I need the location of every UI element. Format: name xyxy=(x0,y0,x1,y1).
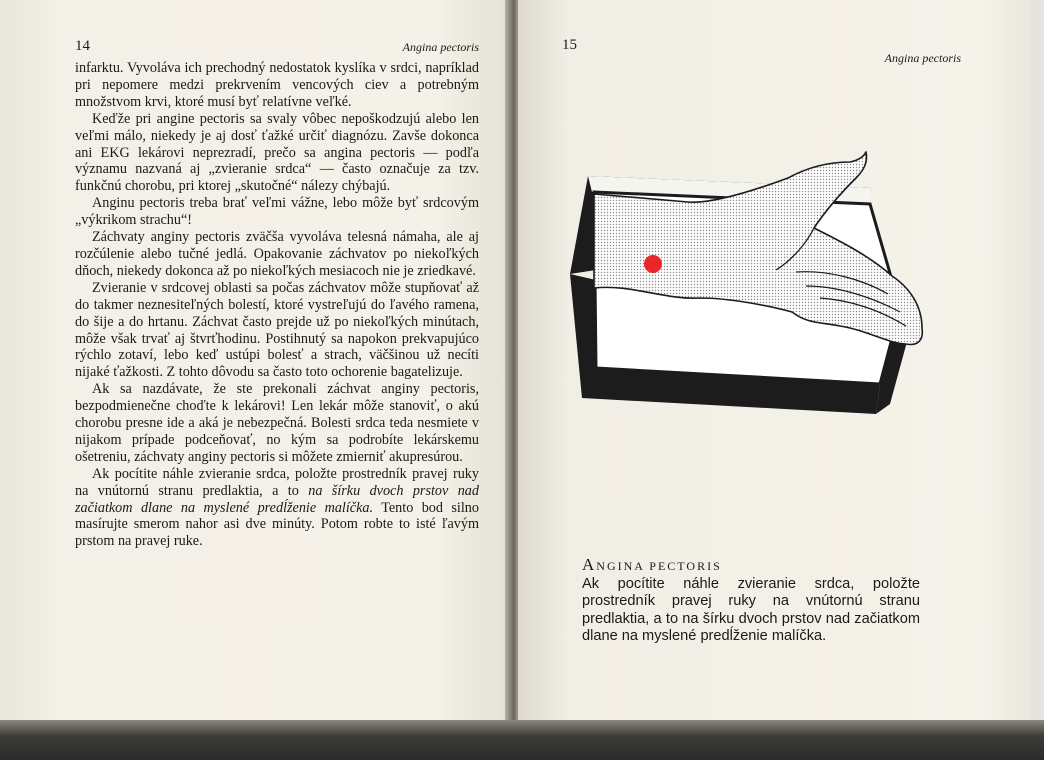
paragraph: Keďže pri angine pectoris sa svaly vôbec nepoškodzujú alebo len veľmi málo, niekedy je aj dosť ťažké určiť diagnózu. Zavše dokonca ani EKG lekárovi neprezradí, prečo sa angina pectoris — podľa významu nazvaná aj „zvieranie srdca“ — často označuje za tzv. funkčnú chorobu, pri ktorej „skutočné“ nálezy chýbajú. xyxy=(75,110,479,195)
illustration-caption xyxy=(582,555,920,645)
paragraph: Anginu pectoris treba brať veľmi vážne, lebo môže byť srdcovým „výkrikom strachu“! xyxy=(75,195,479,229)
page-number: 14 xyxy=(75,38,90,54)
body-text xyxy=(75,60,479,550)
paragraph: Zvieranie v srdcovej oblasti sa počas záchvatov môže stupňovať až do takmer neznesiteľných bolestí, ktoré vystreľujú do ľavého ramena, do šije a do hrtanu. Záchvat často prejde už po niekoľkých minútach, môže však trvať aj štvrťhodinu. Postihnutý sa napokon prekvapujúco rýchlo zotaví, lebo keď ustúpi bolesť a strach, väčšinou už necíti nijaké ťažkosti. Z tohto dôvodu sa často toto ochorenie bagatelizuje. xyxy=(75,279,479,381)
left-page xyxy=(0,0,512,726)
caption-body: Ak pocítite náhle zvieranie srdca, položte prostredník pravej ruky na vnútornú stranu predlaktia, a to na šírku dvoch prstov nad začiatkom dlane na myslené predĺženie malíčka. xyxy=(582,576,920,644)
acupoint-marker xyxy=(644,255,662,273)
paragraph: infarktu. Vyvoláva ich prechodný nedostatok kyslíka v srdci, napríklad pri nepomere medzi prekrvením vencových ciev a potrebným množstvom krvi, ktoré musí byť relatívne veľké. xyxy=(75,60,479,110)
page-edge xyxy=(1030,0,1044,726)
paragraph: Ak pocítite náhle zvieranie srdca, položte prostredník pravej ruky na vnútornú stranu predlaktia, a to na šírku dvoch prstov nad začiatkom dlane na myslené predĺženie malíčka. Tento bod silno masírujte smerom nahor asi dve minúty. Potom robte to isté ľavým prstom na pravej ruke. xyxy=(75,465,479,550)
paragraph: Záchvaty anginy pectoris zväčša vyvoláva telesná námaha, ale aj rozčúlenie alebo tučné jedlá. Opakovanie záchvatov po niekoľkých dňoch, niekedy dokonca až po niekoľkých mesiacoch nie je zriedkavé. xyxy=(75,229,479,279)
hand-acupoint-illustration xyxy=(570,148,950,414)
caption-title: ANGINA PECTORIS xyxy=(582,555,722,574)
book-bottom-edge xyxy=(0,720,1044,760)
running-head: Angina pectoris xyxy=(884,51,961,65)
running-head: Angina pectoris xyxy=(402,40,479,54)
paragraph: Ak sa nazdávate, že ste prekonali záchvat anginy pectoris, bezpodmienečne choďte k lekárovi! Len lekár môže stanoviť, o akú chorobu presne ide a aká je nebezpečná. Bolesti srdca teda nesmiete v nijakom prípade podceňovať, no kým sa podrobíte lekárskemu ošetreniu, záchvaty anginy pectoris si môžete zmierniť akupresúrou. xyxy=(75,381,479,465)
page-number: 15 xyxy=(562,37,577,53)
